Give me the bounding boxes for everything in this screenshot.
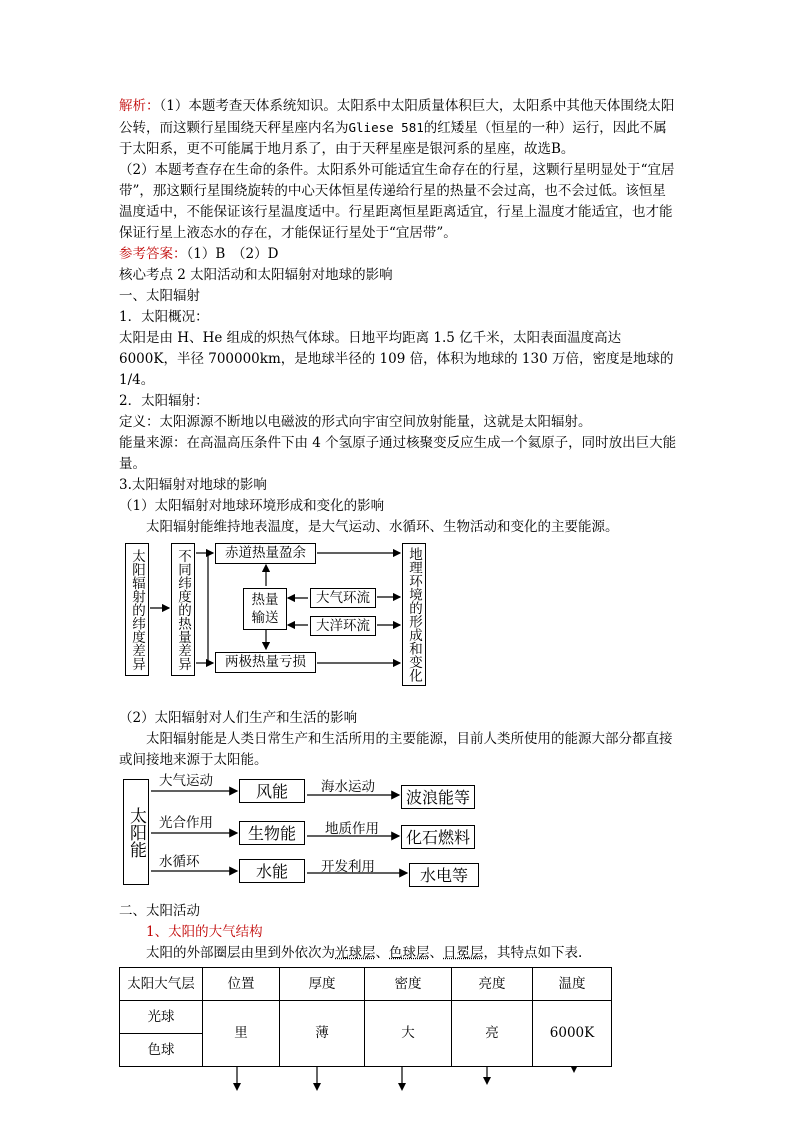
subheading-environment: （1）太阳辐射对地球环境形成和变化的影响: [119, 498, 385, 514]
section-1-title: 一、太阳辐射: [119, 288, 200, 304]
wave-energy-box: 波浪能等: [401, 785, 475, 809]
table-cell-density: 大: [365, 1001, 452, 1067]
label-seawater-motion: 海水运动: [321, 779, 375, 795]
wind-energy-box: 风能: [239, 779, 305, 803]
table-header: 温度: [533, 968, 612, 1001]
table-header-row: [120, 968, 612, 1001]
equator-surplus-box: 赤道热量盈余: [215, 543, 316, 564]
table-header: 亮度: [452, 968, 533, 1001]
heat-transport-diagram: [122, 541, 679, 696]
solar-atmosphere-intro: 太阳的外部圈层由里到外依次为光球层、色球层、日冕层，其特点如下表.: [146, 945, 583, 961]
production-life-text: 太阳辐射能是人类日常生产和生活所用的主要能源，目前人类所使用的能源大部分都直接或间接地来源于太阳能。: [119, 731, 673, 768]
solar-energy-diagram: [121, 773, 679, 891]
geo-environment-box: 地理环境的形成和变化: [402, 543, 426, 686]
label-geological-process: 地质作用: [325, 821, 379, 837]
solar-energy-box: 太阳能: [123, 779, 149, 885]
bioenergy-box: 生物能: [239, 821, 305, 845]
table-header: 厚度: [280, 968, 365, 1001]
table-row-label: 色球: [120, 1034, 203, 1067]
analysis-paragraph-2: （2）本题考查存在生命的条件。太阳系外可能适宜生命存在的行星，这颗行星明显处于“宜居带”，那这颗行星围绕旋转的中心天体恒星传递给行星的热量不会过高，也不会过低。该恒星温度适中，不能保证该行星温度适中。行星距离恒星距离适宜，行星上温度才能适宜，也才能保证行星上液态水的存在，才能保证行星处于“宜居带”。: [119, 162, 675, 241]
latitude-difference-box: 太阳辐射的纬度差异: [125, 543, 149, 676]
table-row-label: 光球: [120, 1001, 203, 1034]
heat-difference-box: 不同纬度的热量差异: [171, 543, 195, 676]
heading-radiation: 2．太阳辐射：: [119, 393, 209, 409]
environment-text: 太阳辐射能维持地表温度，是大气运动、水循环、生物活动和变化的主要能源。: [146, 519, 619, 535]
subheading-solar-atmosphere: 1、太阳的大气结构: [146, 924, 263, 940]
solar-atmosphere-table: [119, 967, 612, 1067]
document-page: [119, 96, 679, 1095]
section-core-title: 核心考点 2 太阳活动和太阳辐射对地球的影响: [119, 267, 393, 283]
section-2-title: 二、太阳活动: [119, 903, 200, 919]
diagram2-arrows: [121, 773, 501, 891]
diagram1-arrows: [122, 541, 442, 696]
answer-label: 参考答案：: [119, 246, 187, 262]
ocean-circulation-box: 大洋环流: [310, 616, 376, 636]
energy-source: 能量来源：在高温高压条件下由 4 个氢原子通过核聚变反应生成一个氦原子，同时放出巨大能量。: [119, 435, 677, 472]
table-header: 太阳大气层: [120, 968, 203, 1001]
heat-transport-box: 热量输送: [243, 588, 287, 630]
table-cell-thickness: 薄: [280, 1001, 365, 1067]
heading-impact: 3.太阳辐射对地球的影响: [119, 477, 267, 493]
subheading-production-life: （2）太阳辐射对人们生产和生活的影响: [119, 710, 358, 726]
poles-deficit-box: 两极热量亏损: [215, 652, 316, 673]
label-development: 开发利用: [321, 859, 375, 875]
fossil-fuel-box: 化石燃料: [401, 825, 475, 849]
atmospheric-circulation-box: 大气环流: [310, 588, 376, 608]
table-cell-brightness: 亮: [452, 1001, 533, 1067]
table-header: 位置: [203, 968, 280, 1001]
table-down-arrows: [119, 1067, 639, 1095]
hydropower-box: 水能: [239, 859, 305, 883]
sun-overview-text: 太阳是由 H、He 组成的炽热气体球。日地平均距离 1.5 亿千米，太阳表面温度高达 6000K，半径 700000km，是地球半径的 109 倍，体积为地球的 130 万倍，密度是地球的 1/4。: [119, 330, 674, 388]
answer-line: [119, 244, 679, 265]
table-cell-temperature: 6000K: [533, 1001, 612, 1067]
label-photosynthesis: 光合作用: [159, 815, 213, 831]
analysis-paragraph-1: 解析：（1）本题考查天体系统知识。太阳系中太阳质量体积巨大，太阳系中其他天体围绕太阳公转，而这颗行星围绕天秤星座内名为Gliese 581的红矮星（恒星的一种）运行，因此不属于太阳系，更不可能属于地月系了，由于天秤星座是银河系的星座，故选B。: [119, 98, 675, 157]
radiation-definition: 定义：太阳源源不断地以电磁波的形式向宇宙空间放射能量，这就是太阳辐射。: [119, 414, 592, 430]
table-header: 密度: [365, 968, 452, 1001]
answer-value: （1）B （2）D: [186, 246, 279, 262]
analysis-label: 解析：: [119, 98, 160, 114]
label-water-cycle: 水循环: [159, 854, 200, 870]
heading-overview: 1．太阳概况：: [119, 309, 209, 325]
label-atmospheric-motion: 大气运动: [159, 773, 213, 789]
table-cell-position: 里: [203, 1001, 280, 1067]
hydroelectric-box: 水电等: [409, 863, 479, 887]
table-row: [120, 1001, 612, 1034]
